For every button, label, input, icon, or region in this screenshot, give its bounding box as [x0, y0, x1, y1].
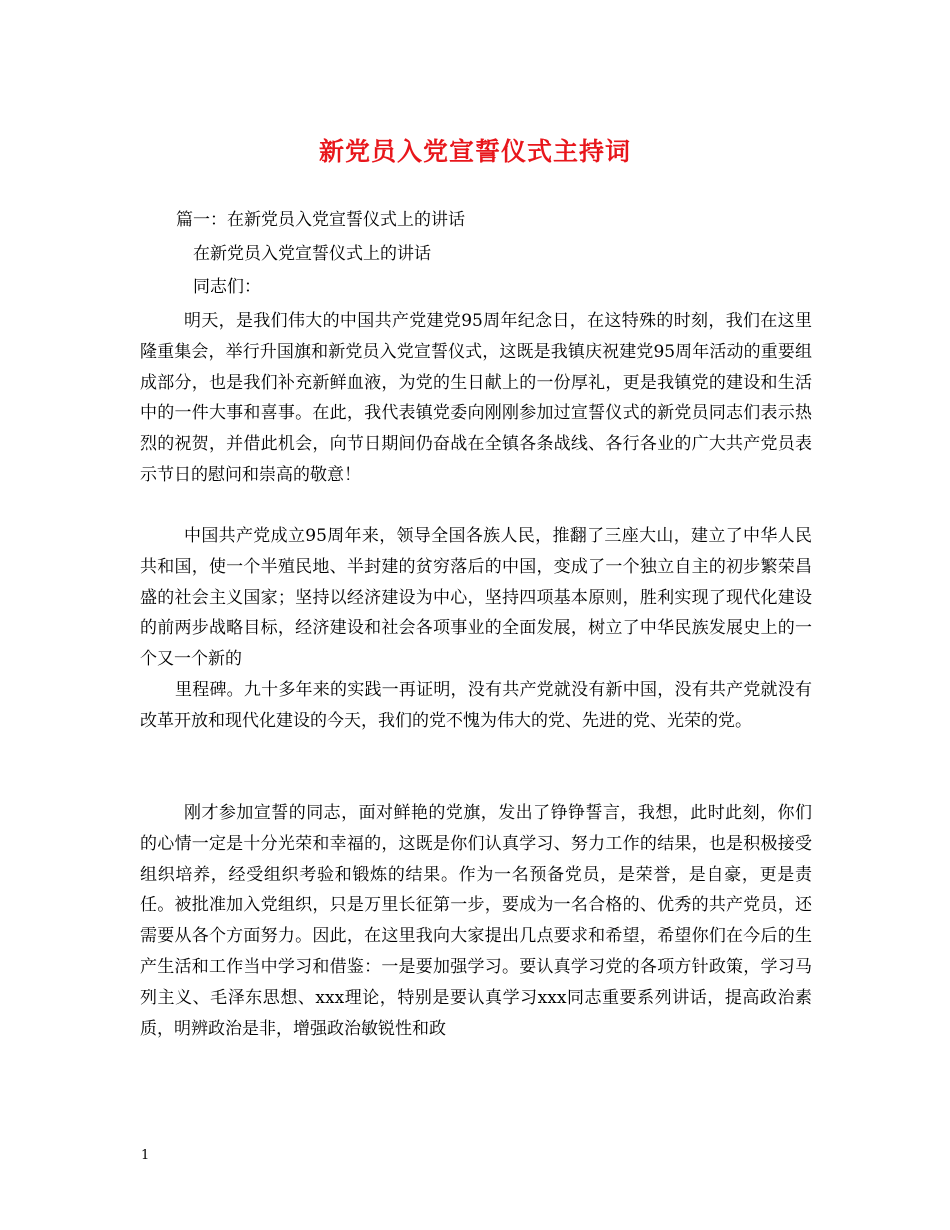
paragraph: 中国共产党成立95周年来，领导全国各族人民，推翻了三座大山，建立了中华人民共和国，使一个半殖民地、半封建的贫穷落后的中国，变成了一个独立自主的初步繁荣昌盛的社会主义国家；坚持以经济建设为中心，坚持四项基本原则，胜利实现了现代化建设的前两步战略目标，经济建设和社会各项事业的全面发展，树立了中华民族发展史上的一个又一个新的	[140, 526, 812, 670]
paragraph: 明天，是我们伟大的中国共产党建党95周年纪念日，在这特殊的时刻，我们在这里隆重集会，举行升国旗和新党员入党宣誓仪式，这既是我镇庆祝建党95周年活动的重要组成部分，也是我们补充新鲜血液，为党的生日献上的一份厚礼，更是我镇党的建设和生活中的一件大事和喜事。在此，我代表镇党委向刚刚参加过宣誓仪式的新党员同志们表示热烈的祝贺，并借此机会，向节日期间仍奋战在全镇各条战线、各行各业的广大共产党员表示节日的慰问和崇高的敬意！	[140, 311, 812, 485]
page-number: 1	[141, 1148, 150, 1163]
document-title: 新党员入党宣誓仪式主持词	[318, 137, 631, 166]
section-heading: 篇一：在新党员入党宣誓仪式上的讲话	[176, 210, 465, 230]
salutation: 同志们：	[193, 277, 261, 297]
speech-title: 在新党员入党宣誓仪式上的讲话	[193, 244, 431, 264]
paragraph: 刚才参加宣誓的同志，面对鲜艳的党旗，发出了铮铮誓言，我想，此时此刻，你们的心情一定是十分光荣和幸福的，这既是你们认真学习、努力工作的结果，也是积极接受组织培养，经受组织考验和锻炼的结果。作为一名预备党员，是荣誉，是自豪，更是责任。被批准加入党组织，只是万里长征第一步，要成为一名合格的、优秀的共产党员，还需要从各个方面努力。因此，在这里我向大家提出几点要求和希望，希望你们在今后的生产生活和工作当中学习和借鉴：一是要加强学习。要认真学习党的各项方针政策，学习马列主义、毛泽东思想、xxx理论，特别是要认真学习xxx同志重要系列讲话，提高政治素质，明辨政治是非，增强政治敏锐性和政	[140, 803, 812, 1039]
paragraph: 里程碑。九十多年来的实践一再证明，没有共产党就没有新中国，没有共产党就没有改革开放和现代化建设的今天，我们的党不愧为伟大的党、先进的党、光荣的党。	[140, 680, 812, 731]
